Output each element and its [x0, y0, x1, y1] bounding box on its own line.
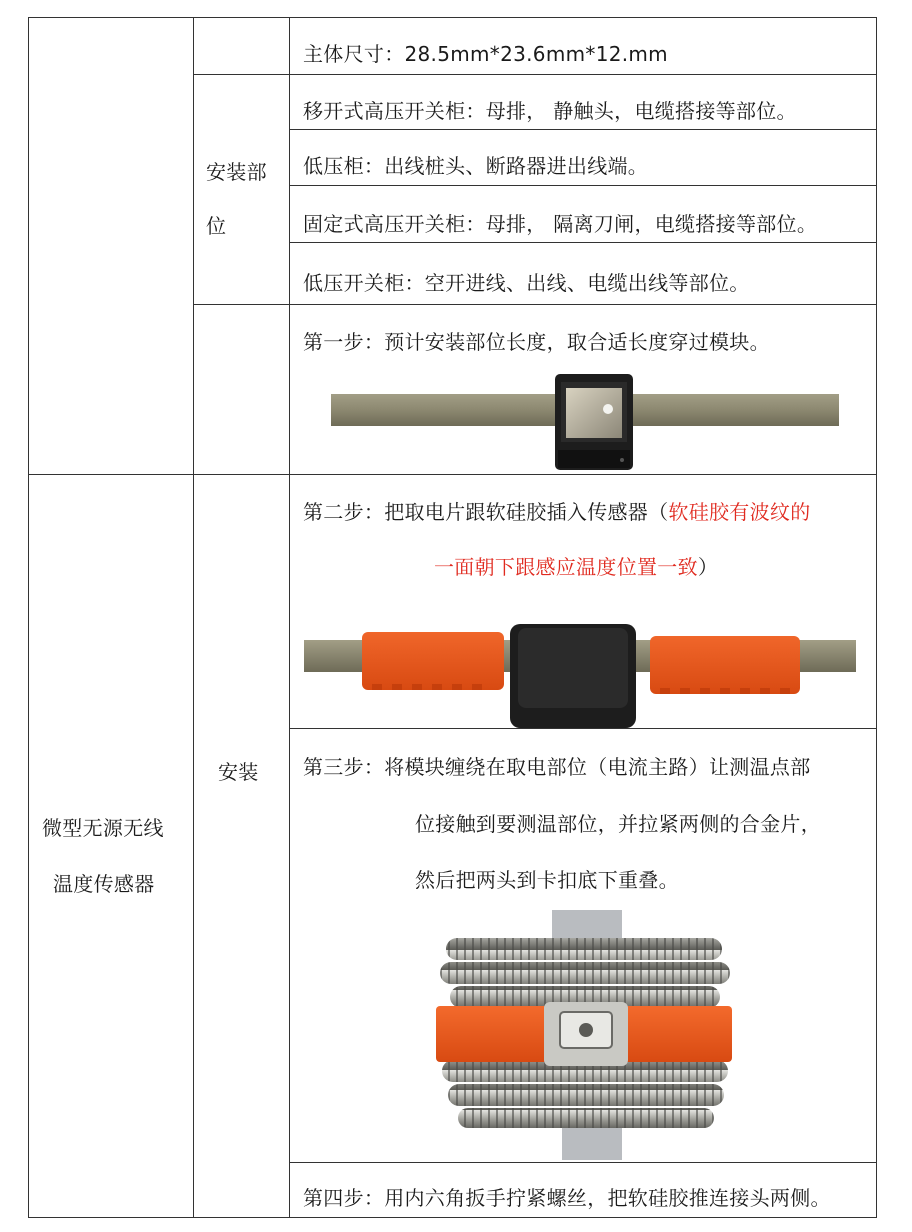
column-divider-1 [193, 17, 194, 1218]
row-divider-loc2 [289, 185, 877, 186]
column-divider-2 [289, 17, 290, 1218]
product-name-line2: 温度传感器 [53, 872, 155, 896]
step3-line3: 然后把两头到卡扣底下重叠。 [415, 868, 679, 892]
row-divider-step1 [28, 474, 877, 475]
row-divider-loc1 [289, 129, 877, 130]
step3-line1: 第三步：将模块缠绕在取电部位（电流主路）让测温点部 [303, 755, 811, 779]
location-row-3: 固定式高压开关柜：母排， 隔离刀闸，电缆搭接等部位。 [303, 212, 818, 236]
step1-text: 第一步：预计安装部位长度，取合适长度穿过模块。 [303, 330, 770, 354]
row-divider-loc3 [289, 242, 877, 243]
installation-label: 安装 [218, 760, 259, 784]
location-row-1: 移开式高压开关柜：母排， 静触头，电缆搭接等部位。 [303, 99, 797, 123]
install-location-label-2: 位 [206, 214, 227, 238]
step2-prefix: 第二步：把取电片跟软硅胶插入传感器（ [303, 500, 669, 524]
table-border-left [28, 17, 29, 1218]
table-border-bottom [28, 1217, 877, 1218]
step2-red-part1: 软硅胶有波纹的 [668, 500, 811, 524]
row-divider-install [193, 304, 877, 305]
install-location-label-1: 安装部 [206, 160, 267, 184]
location-row-2: 低压柜：出线桩头、断路器进出线端。 [303, 154, 649, 178]
step1-photo [325, 372, 845, 472]
size-text: 主体尺寸：28.5mm*23.6mm*12.mm [303, 42, 668, 66]
step3-line2: 位接触到要测温部位，并拉紧两侧的合金片， [415, 812, 821, 836]
step2-photo [300, 620, 860, 732]
table-border-right [876, 17, 877, 1218]
step2-line2 [434, 555, 718, 579]
step2-suffix: ） [697, 555, 719, 579]
step3-photo [432, 910, 736, 1160]
table-border-top [28, 17, 877, 18]
row-divider-step3 [289, 1162, 877, 1163]
product-name-line1: 微型无源无线 [42, 816, 164, 840]
step2-line1 [303, 500, 811, 524]
row-divider-size [193, 74, 877, 75]
step2-red-part2: 一面朝下跟感应温度位置一致 [434, 555, 698, 579]
location-row-4: 低压开关柜：空开进线、出线、电缆出线等部位。 [303, 271, 750, 295]
step4-text: 第四步：用内六角扳手拧紧螺丝，把软硅胶推连接头两侧。 [303, 1186, 831, 1210]
